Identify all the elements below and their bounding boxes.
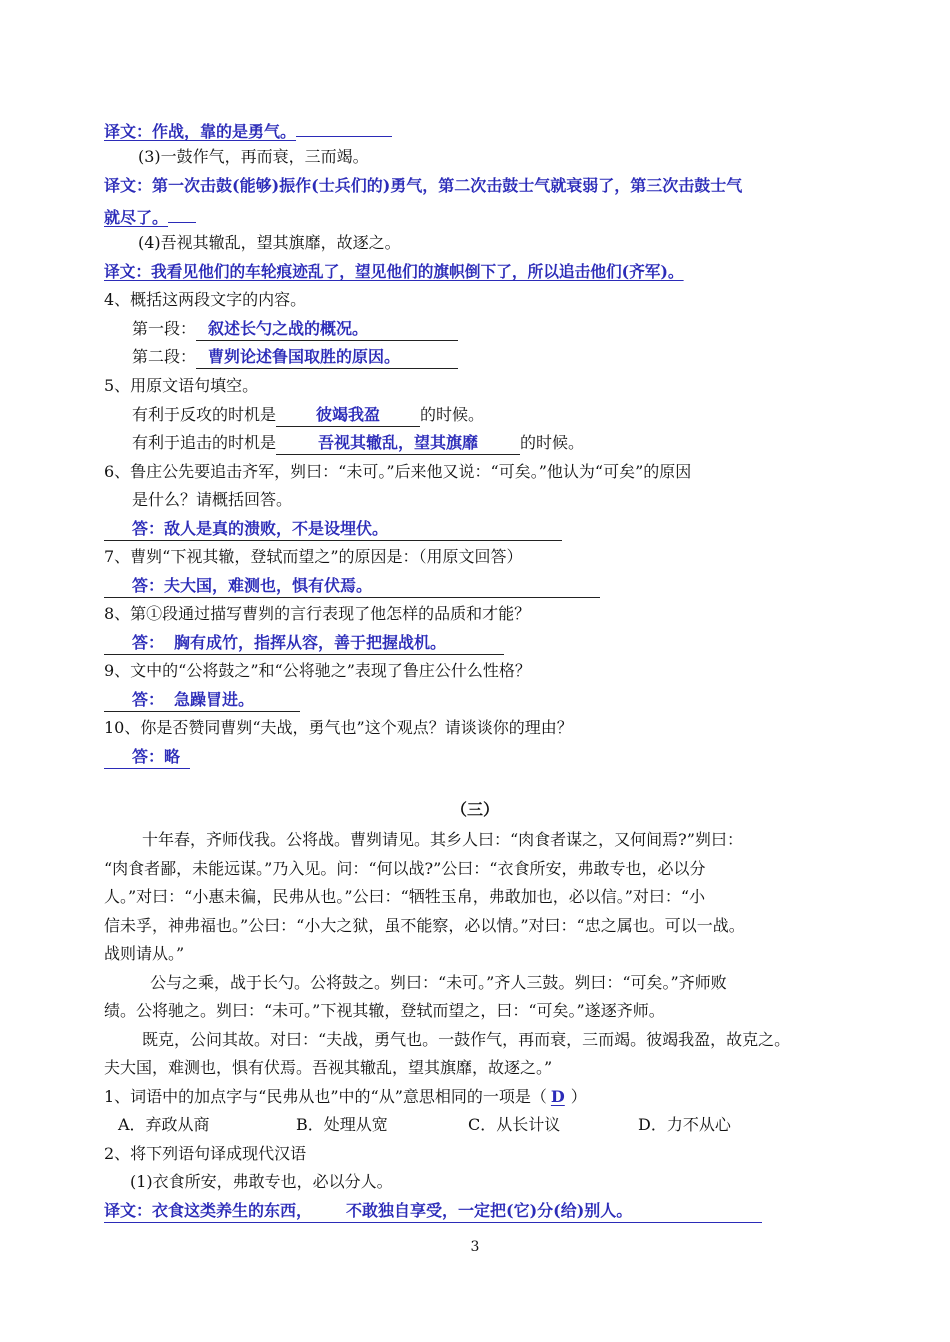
passage-line: 十年春，齐师伐我。公将战。曹刿请见。其乡人曰：“肉食者谋之，又何间焉?”刿曰： xyxy=(142,830,743,849)
question-7: 7、曹刿“下视其辙，登轼而望之”的原因是：（用原文回答） xyxy=(104,547,523,566)
answer-text xyxy=(104,689,300,712)
answer-blank xyxy=(168,204,196,223)
answer-text: 叙述长勺之战的概况。 xyxy=(196,318,458,341)
question-2: 2、将下列语句译成现代汉语 xyxy=(104,1144,307,1163)
answer-value: 急躁冒进。 xyxy=(174,690,255,709)
answer-label: 答： xyxy=(132,690,165,709)
label: 第二段： xyxy=(132,347,197,366)
label: 第一段： xyxy=(132,319,197,338)
option-c: C．从长计议 xyxy=(468,1115,561,1134)
passage-line: 信未孚，神弗福也。”公曰：“小大之狱，虽不能察，必以情。”对曰：“忠之属也。可以一战。 xyxy=(104,916,745,935)
answer-text xyxy=(104,1200,762,1223)
prompt: 有利于追击的时机是 xyxy=(132,433,277,452)
passage-line: 公与之乘，战于长勺。公将鼓之。刿曰：“未可。”齐人三鼓。刿曰：“可矣。”齐师败 xyxy=(150,973,727,992)
answer-text: 答：敌人是真的溃败，不是设埋伏。 xyxy=(104,518,562,541)
summary-line xyxy=(132,346,458,369)
translation-text: 译文：作战，靠的是勇气。 xyxy=(104,122,297,141)
answer-text: 吾视其辙乱，望其旗靡 xyxy=(276,432,520,455)
passage-line: 既克，公问其故。对曰：“夫战，勇气也。一鼓作气，再而衰，三而竭。彼竭我盈，故克之。 xyxy=(142,1030,791,1049)
passage-line: 绩。公将驰之。刿曰：“未可。”下视其辙，登轼而望之，曰：“可矣。”遂逐齐师。 xyxy=(104,1001,665,1020)
answer-line xyxy=(104,746,190,769)
answer-value: 胸有成竹，指挥从容，善于把握战机。 xyxy=(174,633,447,652)
section-heading: （三） xyxy=(450,800,499,819)
question-8: 8、第①段通过描写曹刿的言行表现了他怎样的品质和才能？ xyxy=(104,604,531,623)
translation-text: 就尽了。 xyxy=(104,208,169,227)
prompt: 有利于反攻的时机是 xyxy=(132,405,277,424)
answer-text: 曹刿论述鲁国取胜的原因。 xyxy=(196,346,458,369)
passage-line: 夫大国，难测也，惧有伏焉。吾视其辙乱，望其旗靡，故逐之。” xyxy=(104,1058,553,1077)
answer-line xyxy=(104,118,392,143)
answer-text: 答：夫大国，难测也，惧有伏焉。 xyxy=(104,575,600,598)
question-line: (1)衣食所安，弗敢专也，必以分人。 xyxy=(130,1172,393,1191)
answer-choice: D xyxy=(550,1087,565,1106)
question-line: (3)一鼓作气，再而衰，三而竭。 xyxy=(138,147,369,166)
option-b: B．处理从宽 xyxy=(296,1115,388,1134)
answer-text xyxy=(104,632,504,655)
option-a: A．弃政从商 xyxy=(118,1115,210,1134)
passage-line: 战则请从。” xyxy=(104,944,185,963)
summary-line xyxy=(132,318,458,341)
question-10: 10、你是否赞同曹刿“夫战，勇气也”这个观点？请谈谈你的理由？ xyxy=(104,718,573,737)
suffix: 的时候。 xyxy=(420,405,485,424)
answer-line xyxy=(104,204,196,229)
question-text: 1、词语中的加点字与“民弗从也”中的“从”意思相同的一项是（ xyxy=(104,1087,547,1106)
option-d: D．力不从心 xyxy=(638,1115,731,1134)
closing-paren: ） xyxy=(570,1087,587,1106)
passage-line: 人。”对曰：“小惠未徧，民弗从也。”公曰：“牺牲玉帛，弗敢加也，必以信。”对曰：“小 xyxy=(104,887,706,906)
question-4: 4、概括这两段文字的内容。 xyxy=(104,290,307,309)
answer-text: 答：略 xyxy=(104,746,190,769)
answer-label: 答： xyxy=(132,633,165,652)
question-line: (4)吾视其辙乱，望其旗靡，故逐之。 xyxy=(138,233,401,252)
fill-line xyxy=(132,432,584,455)
answer-part: 不敢独自享受，一定把(它)分(给)别人。 xyxy=(346,1201,633,1220)
answer-line xyxy=(104,1200,762,1223)
answer-part: 译文：衣食这类养生的东西， xyxy=(104,1201,313,1220)
question-5: 5、用原文语句填空。 xyxy=(104,376,259,395)
answer-blank xyxy=(296,118,392,137)
answer-text: 彼竭我盈 xyxy=(276,404,420,427)
answer-line xyxy=(104,518,562,541)
question-6-cont: 是什么？请概括回答。 xyxy=(132,490,293,509)
fill-line xyxy=(132,404,484,427)
passage-line: “肉食者鄙，未能远谋。”乃入见。问：“何以战?”公曰：“衣食所安，弗敢专也，必以分 xyxy=(104,859,706,878)
answer-line xyxy=(104,689,300,712)
answer-line: 译文：第一次击鼓(能够)振作(士兵们的)勇气，第二次击鼓士气就衰弱了，第三次击鼓士气 xyxy=(104,176,743,195)
question-9: 9、文中的“公将鼓之”和“公将驰之”表现了鲁庄公什么性格？ xyxy=(104,661,531,680)
answer-line xyxy=(104,632,504,655)
answer-line: 译文：我看见他们的车轮痕迹乱了，望见他们的旗帜倒下了，所以追击他们(齐军)。 xyxy=(104,262,684,281)
page-number: 3 xyxy=(470,1239,480,1255)
suffix: 的时候。 xyxy=(520,433,585,452)
answer-line xyxy=(104,575,600,598)
question-1 xyxy=(104,1086,587,1108)
question-6: 6、鲁庄公先要追击齐军，刿曰：“未可。”后来他又说：“可矣。”他认为“可矣”的原因 xyxy=(104,462,692,481)
